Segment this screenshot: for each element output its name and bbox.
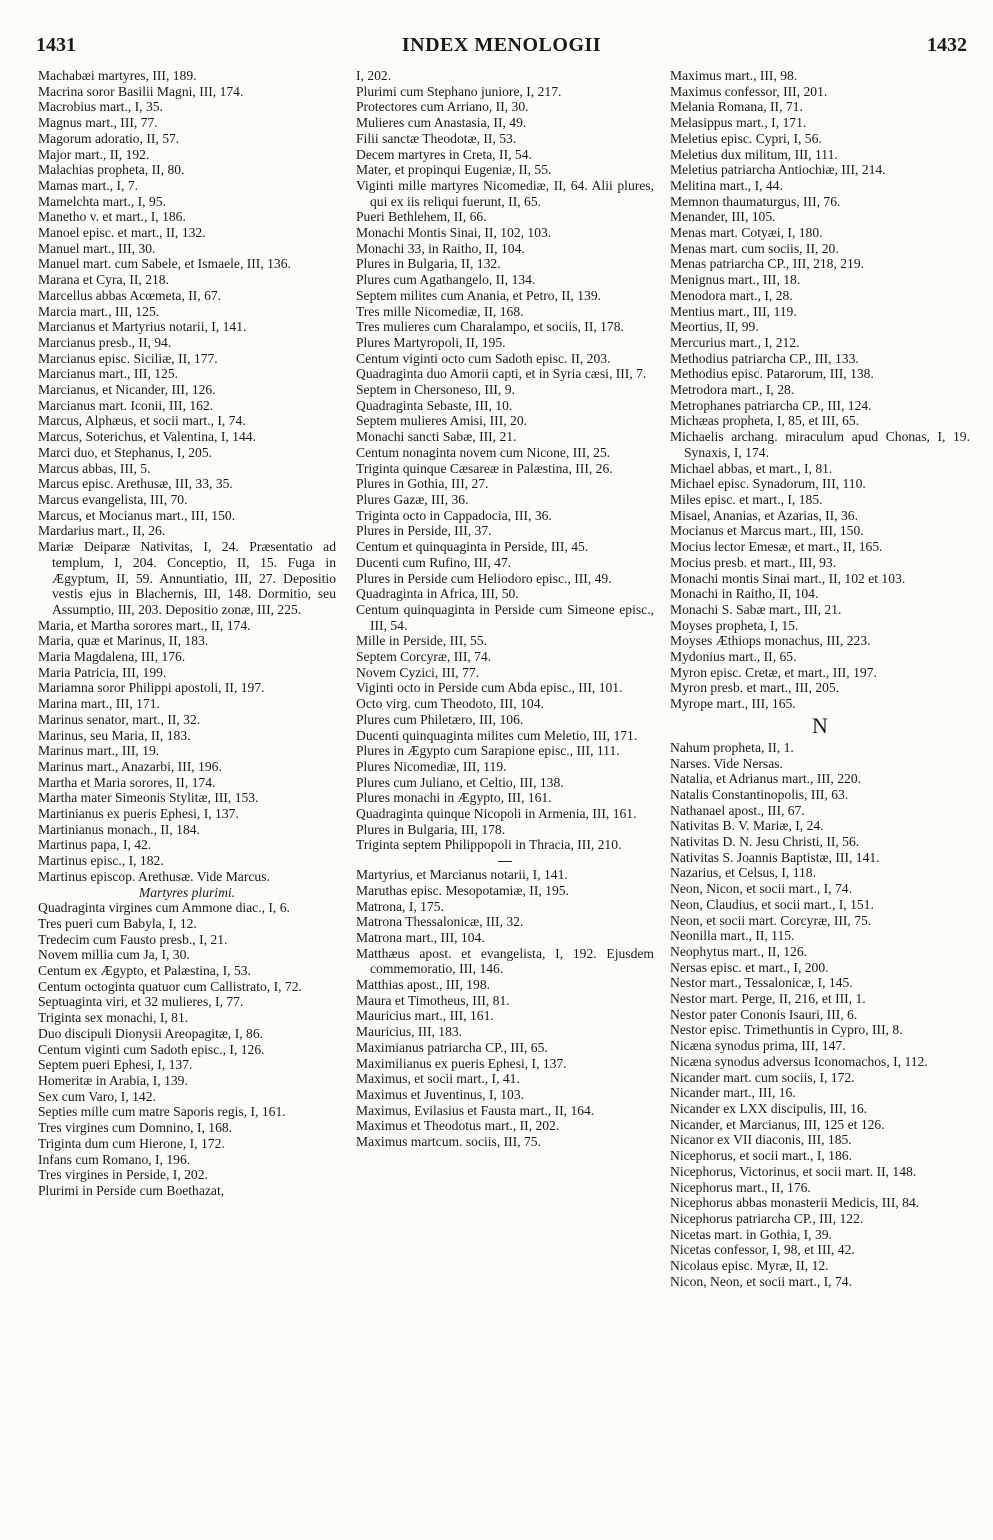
index-entry: Michael abbas, et mart., I, 81. xyxy=(670,460,833,476)
index-entry: Mocius lector Emesæ, et mart., II, 165. xyxy=(670,539,883,555)
index-entry: Marana et Cyra, II, 218. xyxy=(38,272,169,288)
index-entry: Nicephorus mart., II, 176. xyxy=(670,1179,811,1195)
index-entry: Marci duo, et Stephanus, I, 205. xyxy=(38,444,213,460)
index-entry: Novem Cyzici, III, 77. xyxy=(356,664,480,680)
index-entry: Martinus episcop. Arethusæ. Vide Marcus. xyxy=(38,868,270,884)
index-entry: Plures in Ægypto cum Sarapione episc., III, 111. xyxy=(356,743,620,759)
index-entry: Michaelis archang. miraculum apud Chonas, I, 19. Synaxis, I, 174. xyxy=(670,429,970,460)
index-entry: Nicephorus abbas monasterii Medicis, III, 84. xyxy=(670,1195,920,1211)
index-entry: I, 202. xyxy=(356,68,392,83)
index-column-3 xyxy=(670,68,970,1289)
index-entry: Marcus abbas, III, 5. xyxy=(38,460,151,476)
index-entry: Decem martyres in Creta, II, 54. xyxy=(356,146,532,162)
index-entry: Mariæ Deiparæ Nativitas, I, 24. Præsentatio ad templum, I, 204. Conceptio, II, 15. Fuga in Ægyptum, II, 59. Annuntiatio, III, 27. Depositio vestis ejus in Blachernis, III, 148. Dormitio, seu Assumptio, III, 203. Depositio zonæ, III, 225. xyxy=(38,539,336,617)
index-entry: Nicephorus, Victorinus, et socii mart. II, 148. xyxy=(670,1163,917,1179)
index-entry: Nativitas S. Joannis Baptistæ, III, 141. xyxy=(670,849,880,865)
index-entry: Manuel mart. cum Sabele, et Ismaele, III, 136. xyxy=(38,256,291,272)
index-entry: Menas mart. Cotyæi, I, 180. xyxy=(670,225,823,241)
index-entry: Methodius episc. Patarorum, III, 138. xyxy=(670,366,874,382)
index-entry: Viginti octo in Perside cum Abda episc., III, 101. xyxy=(356,680,623,696)
index-entry: Maura et Timotheus, III, 81. xyxy=(356,992,510,1008)
section-divider xyxy=(356,853,654,867)
index-entry: Quadraginta duo Amorii capti, et in Syria cæsi, III, 7. xyxy=(356,366,647,382)
index-entry: Nicander mart., III, 16. xyxy=(670,1085,796,1101)
index-entry: Marcus episc. Arethusæ, III, 33, 35. xyxy=(38,476,233,492)
index-entry: Matthias apost., III, 198. xyxy=(356,977,491,993)
index-entry: Neonilla mart., II, 115. xyxy=(670,928,795,944)
index-entry: Marcianus et Martyrius notarii, I, 141. xyxy=(38,319,247,335)
index-entry: Nestor pater Cononis Isauri, III, 6. xyxy=(670,1006,858,1022)
index-entry: Nicon, Neon, et socii mart., I, 74. xyxy=(670,1273,852,1289)
index-entry: Melasippus mart., I, 171. xyxy=(670,115,807,131)
index-entry: Quadraginta quinque Nicopoli in Armenia, III, 161. xyxy=(356,806,637,822)
index-entry: Marinus mart., III, 19. xyxy=(38,743,160,759)
index-entry: Triginta octo in Cappadocia, III, 36. xyxy=(356,507,552,523)
index-entry: Natalia, et Adrianus mart., III, 220. xyxy=(670,771,862,787)
index-entry: Monachi montis Sinai mart., II, 102 et 103. xyxy=(670,570,906,586)
index-entry: Nicæna synodus adversus Iconomachos, I, 112. xyxy=(670,1053,928,1069)
index-entry: Centum viginti octo cum Sadoth episc. II, 203. xyxy=(356,350,611,366)
index-entry: Nativitas B. V. Mariæ, I, 24. xyxy=(670,818,824,834)
index-entry: Centum ex Ægypto, et Palæstina, I, 53. xyxy=(38,963,251,979)
index-entry: Octo virg. cum Theodoto, III, 104. xyxy=(356,696,544,712)
index-entry: Neophytus mart., II, 126. xyxy=(670,943,808,959)
index-entry: Maximus mart., III, 98. xyxy=(670,68,798,83)
index-entry: Quadraginta Sebaste, III, 10. xyxy=(356,397,513,413)
index-entry: Neon, Nicon, et socii mart., I, 74. xyxy=(670,881,852,897)
index-column-2 xyxy=(356,68,654,1150)
index-column-1 xyxy=(38,68,336,1199)
index-entry: Novem millia cum Ja, I, 30. xyxy=(38,947,190,963)
index-entry: Nicander ex LXX discipulis, III, 16. xyxy=(670,1101,868,1116)
index-entry: Mulieres cum Anastasia, II, 49. xyxy=(356,115,527,131)
index-entry: Meletius episc. Cypri, I, 56. xyxy=(670,130,822,146)
index-entry: Menignus mart., III, 18. xyxy=(670,272,801,288)
index-entry: Quadraginta virgines cum Ammone diac., I, 6. xyxy=(38,900,290,916)
index-entry: Nestor episc. Trimethuntis in Cypro, III, 8. xyxy=(670,1022,903,1038)
index-entry: Martyrius, et Marcianus notarii, I, 141. xyxy=(356,867,568,883)
index-entry: Macrobius mart., I, 35. xyxy=(38,99,163,115)
page-number-right: 1432 xyxy=(927,34,967,56)
index-entry: Plures cum Juliano, et Celtio, III, 138. xyxy=(356,774,564,790)
index-entry: Mocius presb. et mart., III, 93. xyxy=(670,554,837,570)
index-entry: Meletius dux militum, III, 111. xyxy=(670,146,838,162)
index-entry: Matrona Thessalonicæ, III, 32. xyxy=(356,914,524,930)
index-entry: Natalis Constantinopolis, III, 63. xyxy=(670,786,849,802)
index-entry: Marinus, seu Maria, II, 183. xyxy=(38,727,191,743)
index-entry: Meortius, II, 99. xyxy=(670,319,759,335)
index-entry: Plures Nicomediæ, III, 119. xyxy=(356,758,507,774)
index-entry: Martinus episc., I, 182. xyxy=(38,853,164,869)
index-entry: Triginta quinque Cæsareæ in Palæstina, III, 26. xyxy=(356,460,613,476)
index-entry: Marina mart., III, 171. xyxy=(38,696,160,712)
index-entry: Memnon thaumaturgus, III, 76. xyxy=(670,193,841,209)
index-entry: Neon, Claudius, et socii mart., I, 151. xyxy=(670,896,874,912)
index-entry: Septem pueri Ephesi, I, 137. xyxy=(38,1057,193,1073)
index-entry: Nestor mart., Tessalonicæ, I, 145. xyxy=(670,975,853,991)
index-entry: Mocianus et Marcus mart., III, 150. xyxy=(670,523,864,539)
index-entry: Miles episc. et mart., I, 185. xyxy=(670,491,823,507)
index-entry: Maria, et Martha sorores mart., II, 174. xyxy=(38,617,251,633)
index-entry: Septem Corcyræ, III, 74. xyxy=(356,649,492,665)
index-entry: Mentius mart., III, 119. xyxy=(670,303,797,319)
index-entry: Mardarius mart., II, 26. xyxy=(38,523,166,539)
page-number-left: 1431 xyxy=(36,34,76,56)
index-entry: Maximianus patriarcha CP., III, 65. xyxy=(356,1039,548,1055)
index-entry: Marcianus, et Nicander, III, 126. xyxy=(38,382,216,398)
index-entry: Centum et quinquaginta in Perside, III, 45. xyxy=(356,539,589,555)
index-entry: Marcus evangelista, III, 70. xyxy=(38,491,188,507)
index-entry: Metrophanes patriarcha CP., III, 124. xyxy=(670,397,872,413)
index-entry: Michæas propheta, I, 85, et III, 65. xyxy=(670,413,860,429)
index-entry: Maruthas episc. Mesopotamiæ, II, 195. xyxy=(356,882,569,898)
index-entry: Manoel episc. et mart., II, 132. xyxy=(38,225,206,241)
index-entry: Quadraginta in Africa, III, 50. xyxy=(356,586,519,602)
index-entry: Ducenti cum Rufino, III, 47. xyxy=(356,554,512,570)
index-entry: Marcus, Alphæus, et socii mart., I, 74. xyxy=(38,413,246,429)
index-entry: Duo discipuli Dionysii Areopagitæ, I, 86. xyxy=(38,1025,264,1041)
index-entry: Martinianus monach., II, 184. xyxy=(38,821,200,837)
index-entry: Menas mart. cum sociis, II, 20. xyxy=(670,240,839,256)
index-entry: Marcianus mart. Iconii, III, 162. xyxy=(38,397,214,413)
index-entry: Manetho v. et mart., I, 186. xyxy=(38,209,186,225)
index-entry: Nathanael apost., III, 67. xyxy=(670,802,805,818)
index-entry: Nicanor ex VII diaconis, III, 185. xyxy=(670,1132,852,1148)
index-entry: Moyses Æthiops monachus, III, 223. xyxy=(670,633,871,649)
index-entry: Septem milites cum Anania, et Petro, II, 139. xyxy=(356,287,602,303)
index-entry: Centum nonaginta novem cum Nicone, III, 25. xyxy=(356,444,611,460)
index-entry: Melitina mart., I, 44. xyxy=(670,177,783,193)
index-entry: Menas patriarcha CP., III, 218, 219. xyxy=(670,256,865,272)
index-entry: Marcia mart., III, 125. xyxy=(38,303,160,319)
index-entry: Septem in Chersoneso, III, 9. xyxy=(356,382,515,398)
index-entry: Martha mater Simeonis Stylitæ, III, 153. xyxy=(38,790,259,806)
index-entry: Nicephorus, et socii mart., I, 186. xyxy=(670,1148,852,1164)
index-entry: Mamelchta mart., I, 95. xyxy=(38,193,166,209)
index-entry: Nativitas D. N. Jesu Christi, II, 56. xyxy=(670,834,860,850)
index-entry: Maria, quæ et Marinus, II, 183. xyxy=(38,633,209,649)
index-entry: Tres mille Nicomediæ, II, 168. xyxy=(356,303,524,319)
index-entry: Pueri Bethlehem, II, 66. xyxy=(356,209,487,225)
index-entry: Centum viginti cum Sadoth episc., I, 126. xyxy=(38,1041,265,1057)
index-entry: Plures Gazæ, III, 36. xyxy=(356,491,469,507)
index-entry: Methodius patriarcha CP., III, 133. xyxy=(670,350,859,366)
index-entry: Major mart., II, 192. xyxy=(38,146,150,162)
index-entry: Marcus, Soterichus, et Valentina, I, 144. xyxy=(38,429,256,445)
index-entry: Centum quinquaginta in Perside cum Simeone episc., III, 54. xyxy=(356,601,654,633)
index-entry: Septies mille cum matre Saporis regis, I, 161. xyxy=(38,1104,286,1120)
index-entry: Magorum adoratio, II, 57. xyxy=(38,130,180,146)
index-entry: Protectores cum Arriano, II, 30. xyxy=(356,99,529,115)
index-entry: Tres virgines cum Domnino, I, 168. xyxy=(38,1120,233,1136)
index-entry: Septuaginta viri, et 32 mulieres, I, 77. xyxy=(38,994,244,1010)
index-entry: Magnus mart., III, 77. xyxy=(38,115,158,131)
index-entry: Matrona mart., III, 104. xyxy=(356,929,485,945)
index-entry: Mercurius mart., I, 212. xyxy=(670,334,800,350)
index-entry: Nestor mart. Perge, II, 216, et III, 1. xyxy=(670,991,866,1007)
index-entry: Mille in Perside, III, 55. xyxy=(356,633,488,649)
index-entry: Matthæus apost. et evangelista, I, 192. Ejusdem commemoratio, III, 146. xyxy=(356,945,654,977)
index-entry: Myron presb. et mart., III, 205. xyxy=(670,680,840,696)
index-entry: Melania Romana, II, 71. xyxy=(670,99,803,115)
index-entry: Meletius patriarcha Antiochiæ, III, 214. xyxy=(670,162,886,178)
index-entry: Maximus, Evilasius et Fausta mart., II, 164. xyxy=(356,1102,595,1118)
index-entry: Plures cum Agathangelo, II, 134. xyxy=(356,272,536,288)
index-entry: Moyses propheta, I, 15. xyxy=(670,617,799,633)
index-entry: Plurimi cum Stephano juniore, I, 217. xyxy=(356,83,562,99)
index-entry: Plures in Bulgaria, III, 178. xyxy=(356,821,506,837)
index-entry: Ducenti quinquaginta milites cum Meletio, III, 171. xyxy=(356,727,638,743)
index-entry: Marcellus abbas Acœmeta, II, 67. xyxy=(38,287,222,303)
index-entry: Filii sanctæ Theodotæ, II, 53. xyxy=(356,130,517,146)
index-entry: Marinus mart., Anazarbi, III, 196. xyxy=(38,758,222,774)
index-entry: Myron episc. Cretæ, et mart., III, 197. xyxy=(670,664,877,680)
index-entry: Maximus et Theodotus mart., II, 202. xyxy=(356,1118,560,1134)
index-entry: Maximus confessor, III, 201. xyxy=(670,83,828,99)
index-entry: Septem mulieres Amisi, III, 20. xyxy=(356,413,528,429)
index-entry: Matrona, I, 175. xyxy=(356,898,444,914)
index-entry: Mauricius, III, 183. xyxy=(356,1024,463,1040)
index-entry: Triginta dum cum Hierone, I, 172. xyxy=(38,1135,225,1151)
index-entry: Marinus senator, mart., II, 32. xyxy=(38,711,201,727)
index-entry: Monachi 33, in Raitho, II, 104. xyxy=(356,240,525,256)
index-entry: Martinianus ex pueris Ephesi, I, 137. xyxy=(38,806,239,822)
index-entry: Neon, et socii mart. Corcyræ, III, 75. xyxy=(670,912,872,928)
index-entry: Marcianus episc. Siciliæ, II, 177. xyxy=(38,350,218,366)
index-entry: Mamas mart., I, 7. xyxy=(38,177,139,193)
index-entry: Sex cum Varo, I, 142. xyxy=(38,1088,156,1104)
index-entry: Mydonius mart., II, 65. xyxy=(670,649,797,665)
index-entry: Misael, Ananias, et Azarias, II, 36. xyxy=(670,507,858,523)
index-entry: Nicetas mart. in Gothia, I, 39. xyxy=(670,1226,832,1242)
index-entry: Nazarius, et Celsus, I, 118. xyxy=(670,865,816,881)
index-entry: Mariamna soror Philippi apostoli, II, 197. xyxy=(38,680,265,696)
index-entry: Centum octoginta quatuor cum Callistrato, I, 72. xyxy=(38,978,302,994)
index-entry: Plures in Perside, III, 37. xyxy=(356,523,492,539)
index-entry: Nicæna synodus prima, III, 147. xyxy=(670,1038,846,1054)
index-entry: Maria Patricia, III, 199. xyxy=(38,664,167,680)
section-heading: Martyres plurimi. xyxy=(138,884,236,900)
index-entry: Tres mulieres cum Charalampo, et sociis, II, 178. xyxy=(356,319,624,335)
index-entry: Monachi S. Sabæ mart., III, 21. xyxy=(670,601,842,617)
index-entry: Tredecim cum Fausto presb., I, 21. xyxy=(38,931,228,947)
index-entry: Tres pueri cum Babyla, I, 12. xyxy=(38,915,197,931)
index-entry: Malachias propheta, II, 80. xyxy=(38,162,185,178)
page-header xyxy=(36,34,967,62)
index-entry: Mauricius mart., III, 161. xyxy=(356,1008,494,1024)
index-entry: Maximilianus ex pueris Ephesi, I, 137. xyxy=(356,1055,567,1071)
index-entry: Plures in Perside cum Heliodoro episc., III, 49. xyxy=(356,570,612,586)
index-entry: Macrina soror Basilii Magni, III, 174. xyxy=(38,83,244,99)
divider-rule xyxy=(498,861,512,862)
index-entry: Metrodora mart., I, 28. xyxy=(670,382,795,398)
letter-heading: N xyxy=(812,712,828,738)
index-entry: Menander, III, 105. xyxy=(670,209,776,225)
index-entry: Martha et Maria sorores, II, 174. xyxy=(38,774,216,790)
index-entry: Plures in Bulgaria, II, 132. xyxy=(356,256,501,272)
index-entry: Infans cum Romano, I, 196. xyxy=(38,1151,191,1167)
index-entry: Nersas episc. et mart., I, 200. xyxy=(670,959,829,975)
index-entry: Nahum propheta, II, 1. xyxy=(670,739,794,755)
index-entry: Triginta septem Philippopoli in Thracia, III, 210. xyxy=(356,837,622,853)
index-entry: Menodora mart., I, 28. xyxy=(670,287,793,303)
index-entry: Myrope mart., III, 165. xyxy=(670,696,796,712)
index-entry: Martinus papa, I, 42. xyxy=(38,837,152,853)
index-entry: Nicander, et Marcianus, III, 125 et 126. xyxy=(670,1116,885,1132)
index-entry: Maximus et Juventinus, I, 103. xyxy=(356,1087,525,1102)
index-entry: Maria Magdalena, III, 176. xyxy=(38,649,186,665)
index-entry: Manuel mart., III, 30. xyxy=(38,240,156,256)
index-entry: Machabæi martyres, III, 189. xyxy=(38,68,197,83)
index-entry: Marcus, et Mocianus mart., III, 150. xyxy=(38,507,236,523)
index-entry: Viginti mille martyres Nicomediæ, II, 64. Alii plures, qui ex iis reliqui fuerunt, II, 65. xyxy=(356,177,654,209)
index-entry: Tres virgines in Perside, I, 202. xyxy=(38,1167,208,1183)
index-entry: Narses. Vide Nersas. xyxy=(670,755,783,771)
index-entry: Monachi in Raitho, II, 104. xyxy=(670,586,819,602)
index-entry: Plurimi in Perside cum Boethazat, xyxy=(38,1182,225,1198)
index-entry: Nicander mart. cum sociis, I, 172. xyxy=(670,1069,855,1085)
index-entry: Nicetas confessor, I, 98, et III, 42. xyxy=(670,1242,855,1258)
index-entry: Michael episc. Synadorum, III, 110. xyxy=(670,476,866,492)
page-title: INDEX MENOLOGII xyxy=(401,34,602,56)
index-entry: Marcianus presb., II, 94. xyxy=(38,334,172,350)
index-entry: Maximus, et socii mart., I, 41. xyxy=(356,1071,520,1087)
index-entry: Plures Martyropoli, II, 195. xyxy=(356,334,506,350)
index-entry: Monachi sancti Sabæ, III, 21. xyxy=(356,429,517,445)
index-entry: Mater, et propinqui Eugeniæ, II, 55. xyxy=(356,162,552,178)
index-entry: Homeritæ in Arabia, I, 139. xyxy=(38,1073,188,1088)
index-entry: Triginta sex monachi, I, 81. xyxy=(38,1010,189,1026)
index-entry: Plures in Gothia, III, 27. xyxy=(356,476,489,492)
index-entry: Marcianus mart., III, 125. xyxy=(38,366,179,382)
index-entry: Maximus martcum. sociis, III, 75. xyxy=(356,1134,541,1150)
index-entry: Nicephorus patriarcha CP., III, 122. xyxy=(670,1210,864,1226)
index-entry: Plures monachi in Ægypto, III, 161. xyxy=(356,790,552,806)
index-entry: Plures cum Philetæro, III, 106. xyxy=(356,711,524,727)
index-entry: Monachi Montis Sinai, II, 102, 103. xyxy=(356,225,552,241)
index-entry: Nicolaus episc. Myræ, II, 12. xyxy=(670,1258,829,1274)
